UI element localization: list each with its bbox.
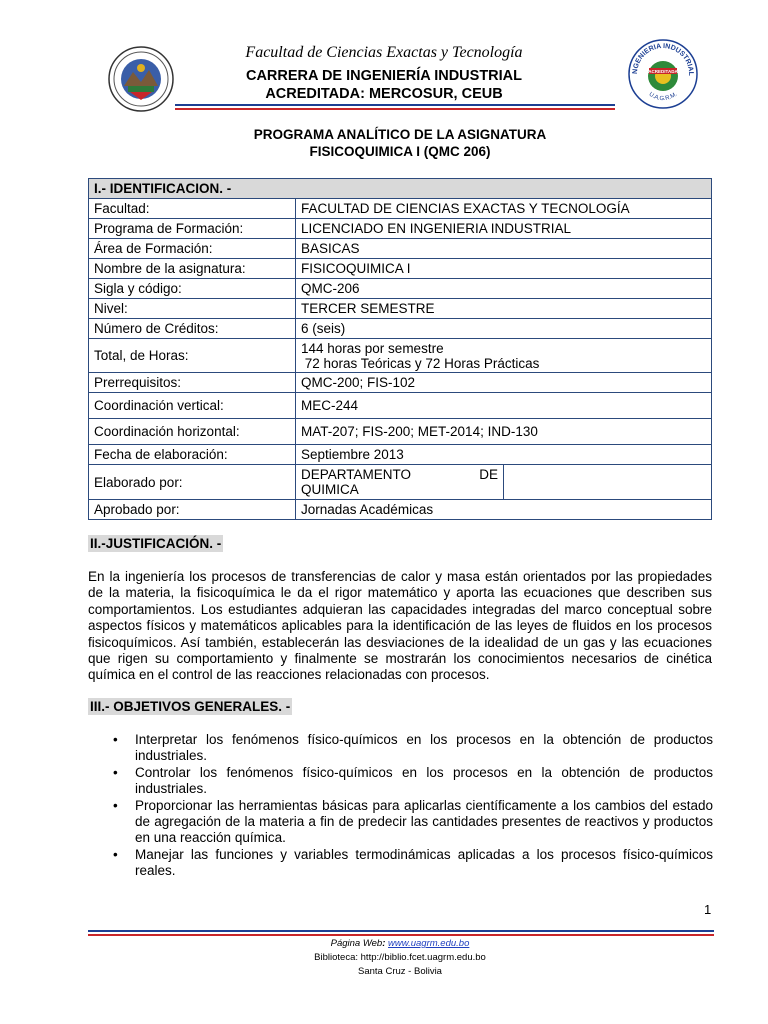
header-rule-red [175, 108, 615, 110]
row-value: TERCER SEMESTRE [296, 299, 712, 319]
program-title-line2: FISICOQUIMICA I (QMC 206) [309, 144, 491, 159]
hours-breakdown: 72 horas Teóricas y 72 Horas Prácticas [301, 355, 540, 371]
table-row [89, 279, 712, 299]
program-title-line1: PROGRAMA ANALÍTICO DE LA ASIGNATURA [253, 127, 547, 142]
objective-text: Proporcionar las herramientas básicas para aplicarlas científicamente a los cambios del estado de agregación de la materia a fin de predecir las cantidades presentes de reactivos y productos en una reacción química. [135, 797, 713, 846]
table-heading-row [89, 179, 712, 199]
row-label: Coordinación horizontal: [89, 419, 296, 445]
row-label: Aprobado por: [89, 500, 296, 520]
list-item [113, 847, 713, 880]
row-label: Elaborado por: [89, 465, 296, 500]
table-row [89, 445, 712, 465]
table-row [89, 339, 712, 373]
table-row [89, 393, 712, 419]
row-value: Jornadas Académicas [296, 500, 712, 520]
bullet-icon: • [113, 797, 118, 813]
row-value: FISICOQUIMICA I [296, 259, 712, 279]
list-item [113, 732, 713, 765]
row-value: QMC-206 [296, 279, 712, 299]
accreditation-line: ACREDITADA: MERCOSUR, CEUB [265, 86, 503, 102]
footer-web-line [0, 938, 768, 949]
elaborated-by-line1 [301, 467, 498, 482]
table-row [89, 373, 712, 393]
row-label: Total, de Horas: [89, 339, 296, 373]
logo-top-text: NGENIERIA INDUSTRIAL [631, 42, 695, 76]
table-row [89, 259, 712, 279]
elaborated-dept: DEPARTAMENTO [301, 467, 412, 482]
header-rule-blue [175, 104, 615, 106]
table-row [89, 319, 712, 339]
row-label: Coordinación vertical: [89, 393, 296, 419]
row-label: Área de Formación: [89, 239, 296, 259]
row-value: BASICAS [296, 239, 712, 259]
row-label: Nombre de la asignatura: [89, 259, 296, 279]
table-row [89, 239, 712, 259]
industrial-engineering-logo [627, 38, 699, 110]
row-label: Facultad: [89, 199, 296, 219]
row-value: QMC-200; FIS-102 [296, 373, 712, 393]
empty-cell [504, 465, 711, 499]
identification-heading: I.- IDENTIFICACION. - [89, 179, 712, 199]
footer-library: Biblioteca: http://biblio.fcet.uagrm.edu.bo [314, 952, 486, 963]
row-label: Fecha de elaboración: [89, 445, 296, 465]
justification-text: En la ingeniería los procesos de transferencias de calor y masa están orientados por las propiedades de la materia, la fisicoquímica le da el rigor matemático y aporta las ecuaciones que describen sus comportamientos. Los estudiantes adquieran las capacidades integradas del marco conceptual sobre aspectos físicos y matemáticos aplicables para la identificación de las leyes de fluidos en los procesos fisicoquímicos. Así también, establecerán las desviaciones de la idealidad de un gas y las ecuaciones que rigen su comportamiento y finalmente se mostrarán los conocimientos necesarios de cinética química en el control de las reacciones relacionadas con procesos. [88, 569, 712, 683]
row-label: Número de Créditos: [89, 319, 296, 339]
row-value-split [296, 465, 712, 500]
page-number: 1 [704, 902, 712, 917]
table-row [89, 419, 712, 445]
footer-web-sep: : [382, 938, 386, 949]
row-label: Programa de Formación: [89, 219, 296, 239]
objective-text: Manejar las funciones y variables termodinámicas aplicadas a los procesos físico-químicos reales. [135, 846, 713, 879]
list-item [113, 798, 713, 847]
row-value-multiline [296, 339, 712, 373]
footer-rule-red [88, 934, 714, 936]
hours-total: 144 horas por semestre [301, 340, 444, 356]
bullet-icon: • [113, 732, 118, 747]
objective-text: Interpretar los fenómenos físico-químicos en los procesos en la obtención de productos industriales. [135, 732, 713, 764]
footer-rule-blue [88, 930, 714, 932]
row-value: Septiembre 2013 [296, 445, 712, 465]
row-label: Sigla y código: [89, 279, 296, 299]
elaborated-by-line2: QUIMICA [301, 482, 359, 497]
elaborated-by-cell [296, 465, 504, 499]
footer-city: Santa Cruz - Bolivia [358, 966, 442, 977]
row-label: Prerrequisitos: [89, 373, 296, 393]
row-value: MEC-244 [296, 393, 712, 419]
table-row [89, 500, 712, 520]
list-item [113, 765, 713, 798]
table-row [89, 299, 712, 319]
table-row [89, 465, 712, 500]
bullet-icon: • [113, 764, 118, 780]
career-name: CARRERA DE INGENIERÍA INDUSTRIAL [245, 68, 523, 84]
faculty-name: Facultad de Ciencias Exactas y Tecnología [245, 44, 523, 61]
row-value: FACULTAD DE CIENCIAS EXACTAS Y TECNOLOGÍA [296, 199, 712, 219]
logo-badge-text: ACREDITADA [648, 69, 678, 74]
row-value: MAT-207; FIS-200; MET-2014; IND-130 [296, 419, 712, 445]
identification-table [88, 178, 712, 520]
objectives-heading: III.- OBJETIVOS GENERALES. - [90, 699, 291, 714]
table-row [89, 219, 712, 239]
row-value: LICENCIADO EN INGENIERIA INDUSTRIAL [296, 219, 712, 239]
bullet-icon: • [113, 846, 118, 862]
elaborated-de: DE [479, 467, 498, 482]
logo-bottom-text: U.A.G.R.M. [647, 91, 679, 103]
table-row [89, 199, 712, 219]
objective-text: Controlar los fenómenos físico-químicos en los procesos en la obtención de productos industriales. [135, 764, 713, 797]
row-label: Nivel: [89, 299, 296, 319]
row-value: 6 (seis) [296, 319, 712, 339]
objectives-list [113, 732, 713, 880]
justification-heading: II.-JUSTIFICACIÓN. - [90, 536, 222, 551]
website-link[interactable]: www.uagrm.edu.bo [388, 938, 470, 949]
footer-web-label: Página Web [330, 938, 383, 949]
